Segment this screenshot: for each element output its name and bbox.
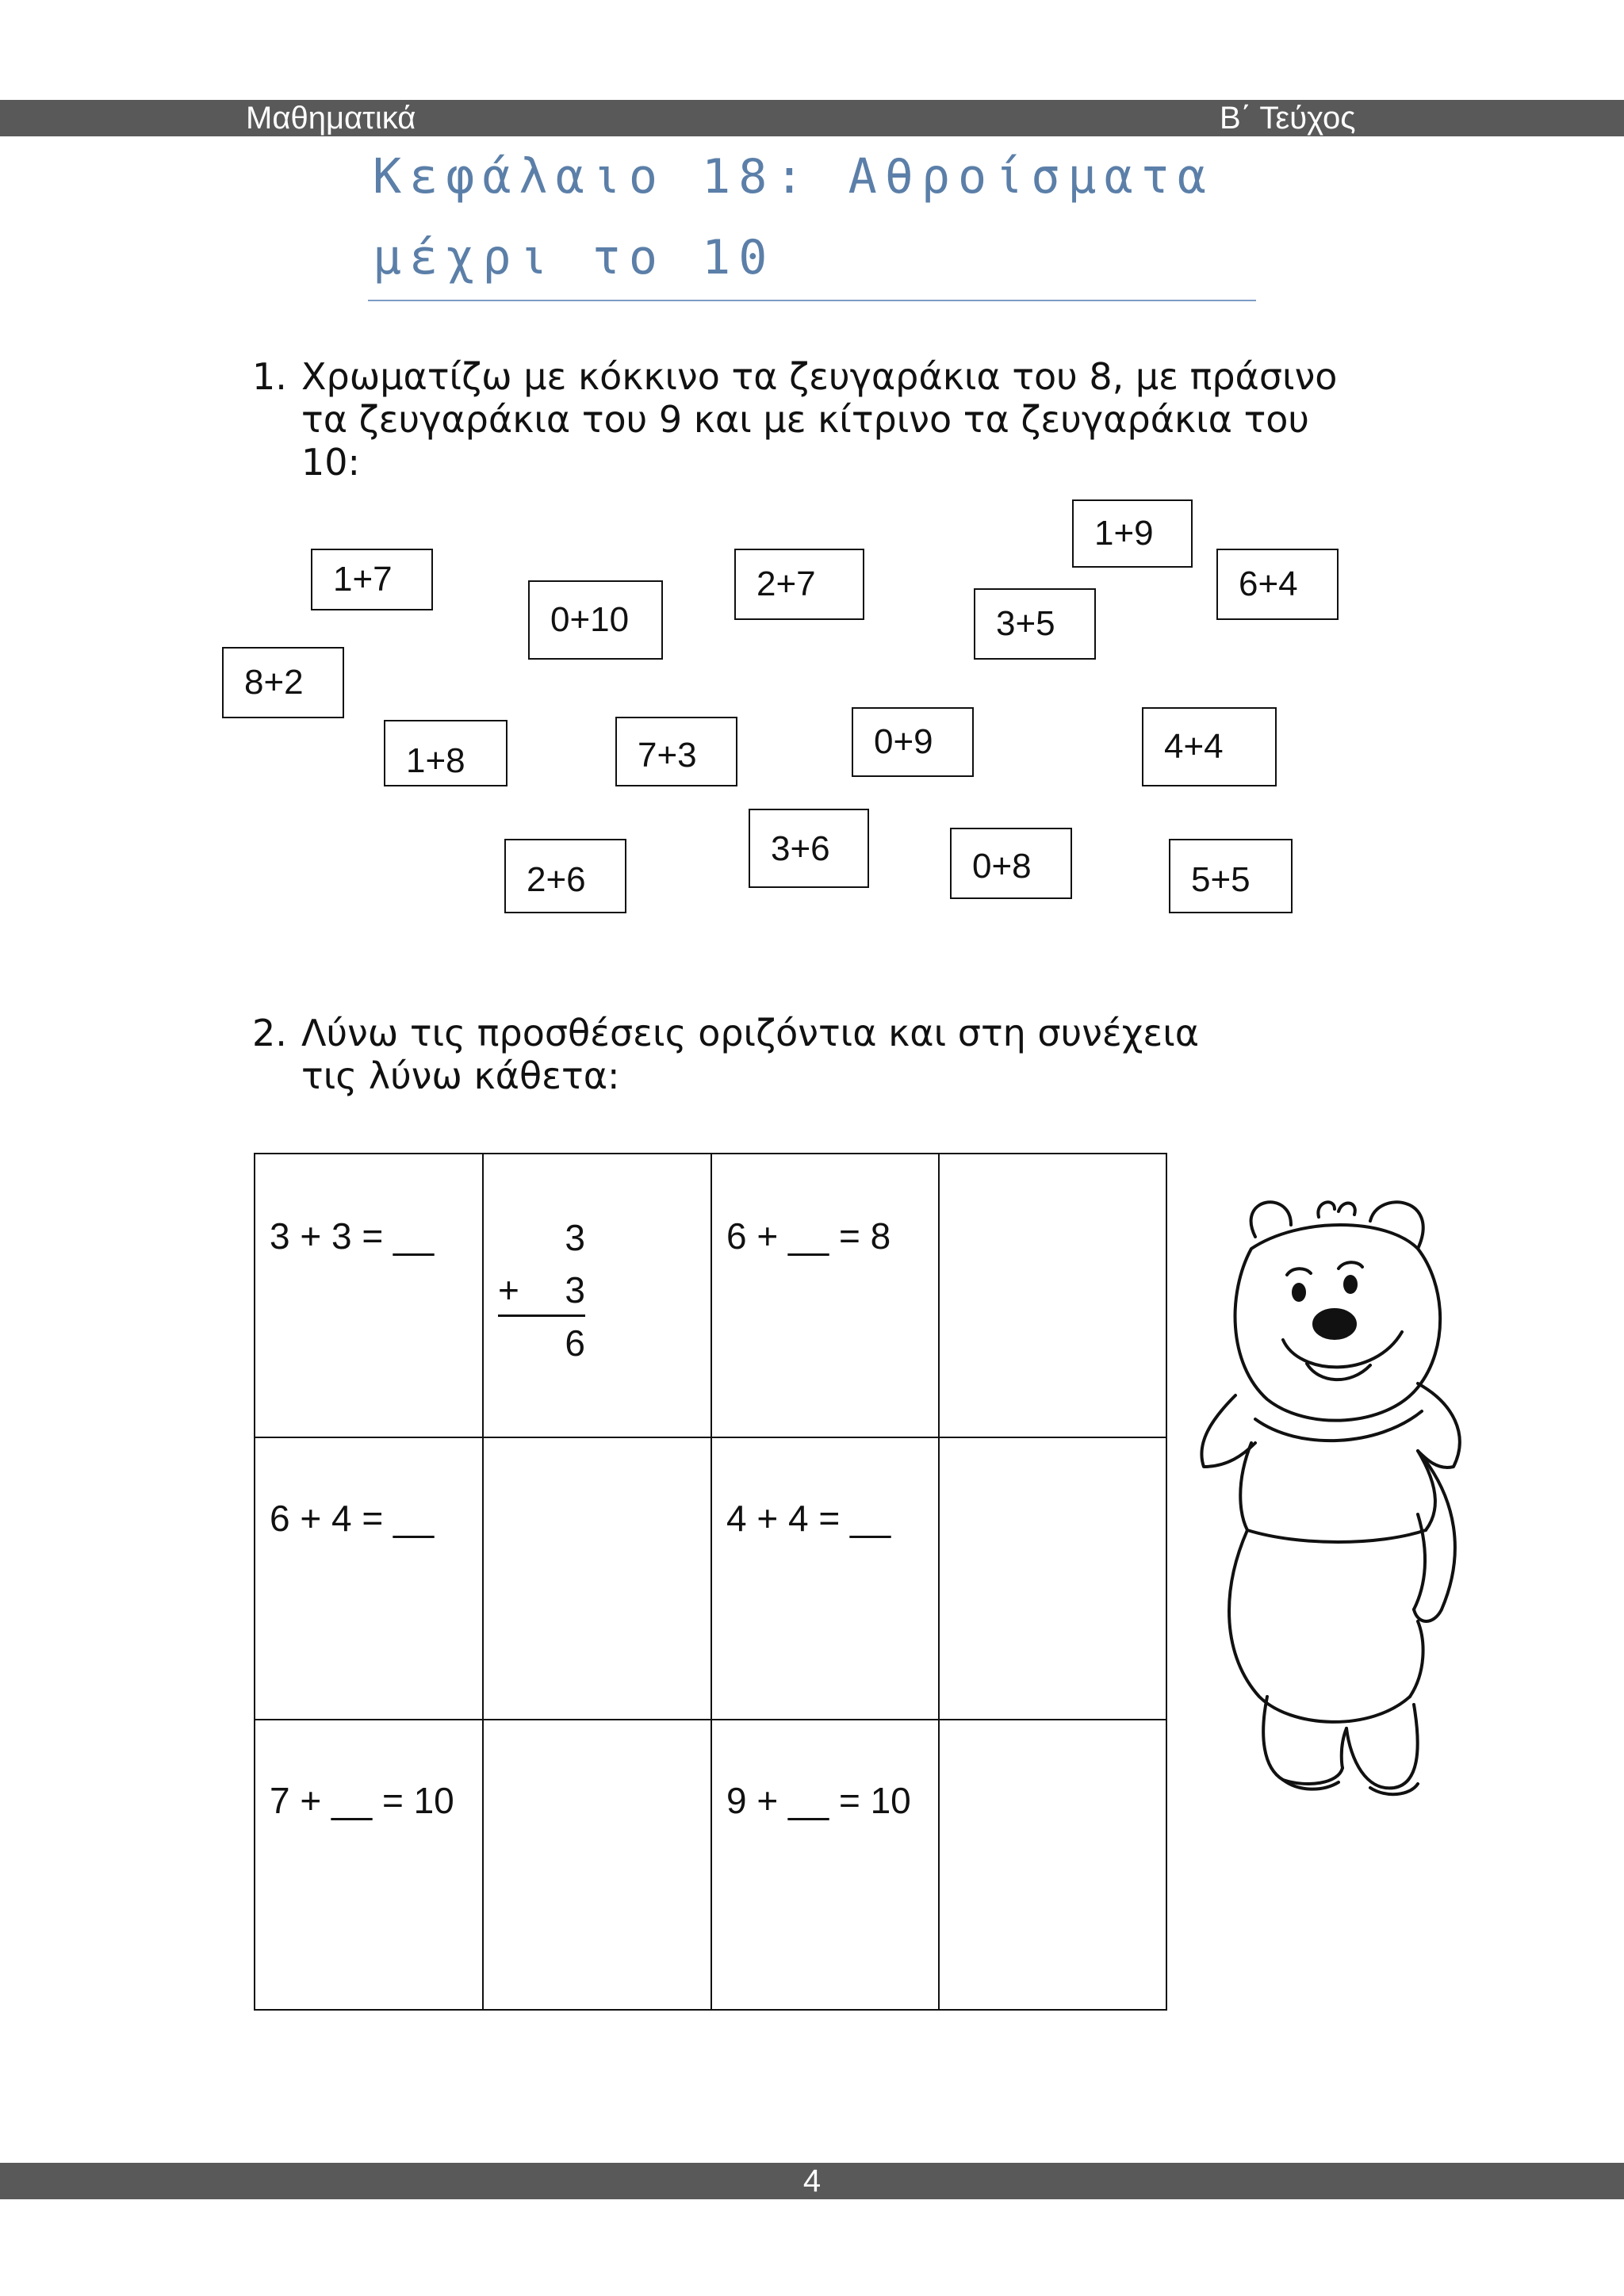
chapter-title [373, 136, 1269, 298]
exercise-1-text: Χρωματίζω με κόκκινο τα ζευγαράκια του 8, με πράσινο τα ζευγαράκια του 9 και με κίτρινο τα ζευγαράκια του 10: [301, 355, 1338, 484]
sum-box: 7+3 [615, 717, 737, 786]
grid-divider [482, 1154, 484, 2009]
header-bar [0, 100, 1624, 136]
exercise-2-number: 2. [252, 1012, 287, 1054]
sum-box: 3+6 [749, 809, 869, 888]
grid-divider [710, 1154, 712, 2009]
exercise-1-number: 1. [252, 355, 287, 398]
vertical-addend-top: 3 [565, 1217, 585, 1258]
horizontal-equation: 6 + __ = 8 [726, 1215, 891, 1257]
winnie-the-pooh-illustration [1180, 1181, 1481, 1816]
sum-box: 0+10 [528, 580, 663, 660]
title-underline [368, 300, 1256, 301]
plus-sign: + [498, 1269, 519, 1311]
sum-box: 3+5 [974, 588, 1096, 660]
sum-box: 0+9 [852, 707, 974, 777]
vertical-addition-example [498, 1211, 585, 1369]
horizontal-equation: 3 + 3 = __ [270, 1215, 435, 1257]
addition-grid [254, 1153, 1167, 2011]
sum-box: 1+9 [1072, 499, 1193, 568]
sum-box: 4+4 [1142, 707, 1277, 786]
exercise-1-instructions [252, 355, 1378, 490]
sum-box: 0+8 [950, 828, 1072, 899]
horizontal-equation: 6 + 4 = __ [270, 1498, 435, 1539]
page-number: 4 [802, 2164, 822, 2198]
grid-divider [255, 1437, 1166, 1438]
sum-box: 1+7 [311, 549, 433, 610]
sum-box: 2+7 [734, 549, 864, 620]
sum-box: 2+6 [504, 839, 626, 913]
exercise-2-text: Λύνω τις προσθέσεις οριζόντια και στη συνέχεια τις λύνω κάθετα: [301, 1012, 1200, 1097]
subject-label: Μαθηματικά [246, 101, 416, 136]
exercise-2-instructions [252, 1012, 1243, 1107]
sum-box: 1+8 [384, 720, 508, 786]
sum-box: 8+2 [222, 647, 344, 718]
sum-box: 5+5 [1169, 839, 1293, 913]
sum-box: 6+4 [1216, 549, 1339, 620]
horizontal-equation: 7 + __ = 10 [270, 1780, 454, 1821]
grid-divider [255, 1719, 1166, 1720]
grid-divider [938, 1154, 940, 2009]
chapter-title-line2: μέχρι το 10 [373, 230, 776, 285]
footer-bar [0, 2163, 1624, 2199]
vertical-addend-bottom: 3 [565, 1269, 585, 1311]
volume-label: Β΄ Τεύχος [1220, 101, 1356, 136]
horizontal-equation: 9 + __ = 10 [726, 1780, 911, 1821]
horizontal-equation: 4 + 4 = __ [726, 1498, 891, 1539]
chapter-title-line1: Κεφάλαιο 18: Αθροίσματα [373, 149, 1214, 205]
vertical-sum-result: 6 [565, 1322, 585, 1364]
